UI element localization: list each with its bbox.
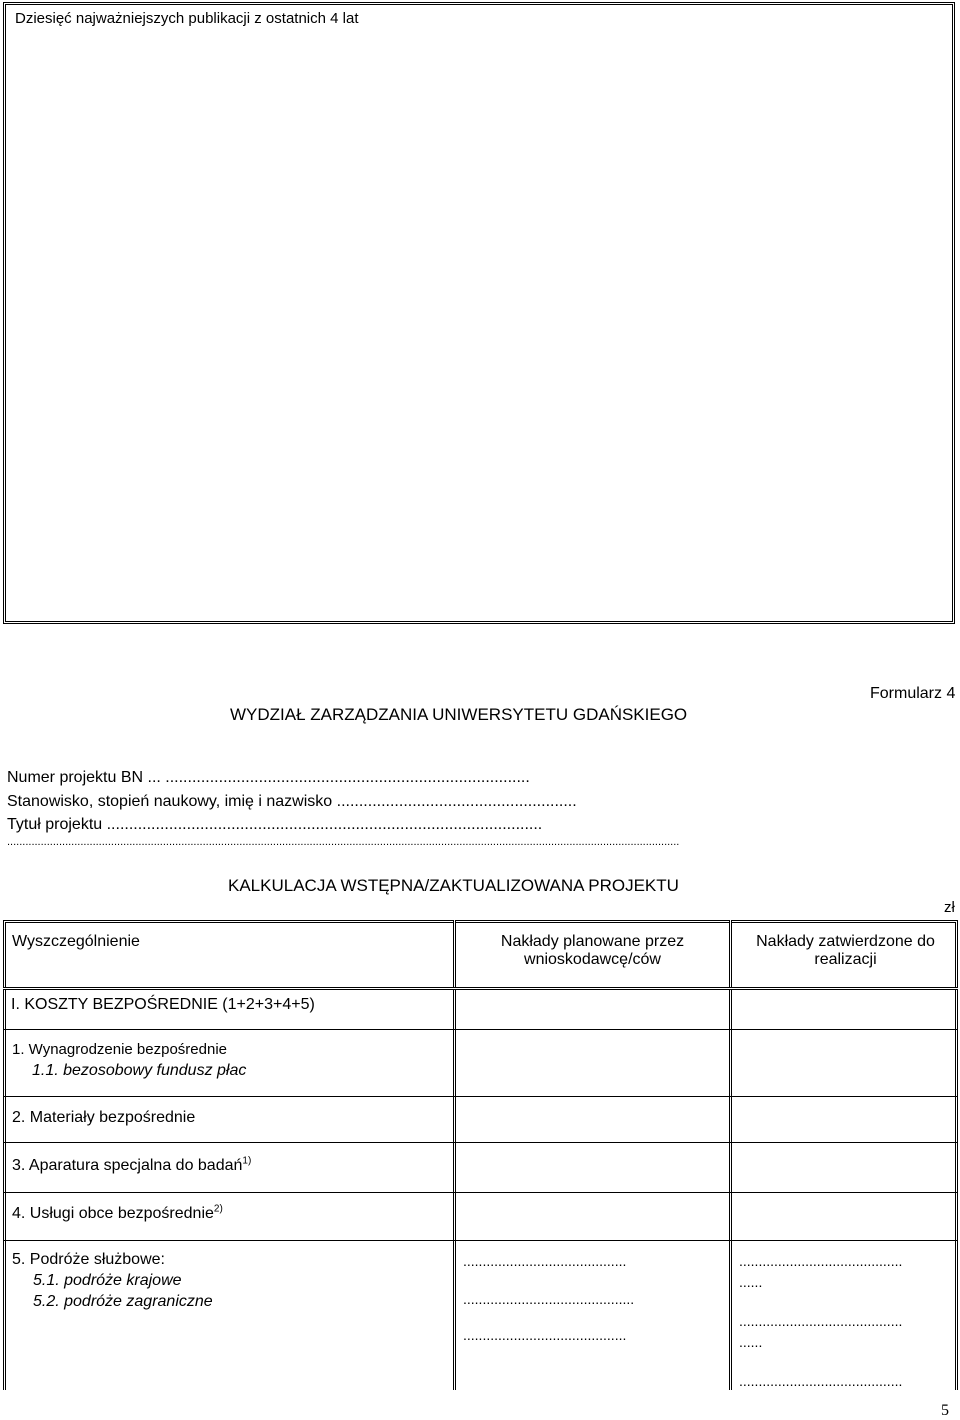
row-salary-sub: 1.1. bezosobowy fundusz płac bbox=[32, 1062, 247, 1079]
row-salary: 1. Wynagrodzenie bezpośrednie bbox=[12, 1041, 228, 1058]
row-divider bbox=[3, 1192, 958, 1193]
column-header-approved: Nakłady zatwierdzone do realizacji bbox=[756, 933, 935, 968]
planned-travel-dots-2: ............................................ bbox=[463, 1291, 635, 1307]
footnote-1: 1) bbox=[242, 1155, 252, 1167]
column-header-description: Wyszczególnienie bbox=[12, 933, 140, 950]
approved-travel-dots-1: .......................................... bbox=[739, 1253, 903, 1269]
currency-unit: zł bbox=[944, 899, 955, 916]
position-line: Stanowisko, stopień naukowy, imię i nazwisko ...................................................... bbox=[7, 793, 577, 810]
planned-travel-dots-1: .......................................... bbox=[463, 1253, 627, 1269]
approved-travel-dots-2: ...... bbox=[739, 1274, 763, 1290]
form-number: Formularz 4 bbox=[870, 685, 956, 702]
row-equipment-label: 3. Aparatura specjalna do badań bbox=[12, 1157, 243, 1174]
footnote-2: 2) bbox=[213, 1203, 223, 1215]
row-services-label: 4. Usługi obce bezpośrednie bbox=[12, 1205, 214, 1222]
row-divider bbox=[3, 1240, 958, 1241]
approved-travel-dots-5: .......................................... bbox=[739, 1373, 903, 1389]
column-divider-2 bbox=[729, 920, 732, 1390]
faculty-title: WYDZIAŁ ZARZĄDZANIA UNIWERSYTETU GDAŃSKIEGO bbox=[230, 705, 688, 724]
calculation-title: KALKULACJA WSTĘPNA/ZAKTUALIZOWANA PROJEKTU bbox=[228, 876, 679, 895]
row-materials: 2. Materiały bezpośrednie bbox=[12, 1109, 196, 1126]
publications-box-title: Dziesięć najważniejszych publikacji z ostatnich 4 lat bbox=[15, 10, 359, 27]
row-divider bbox=[3, 1142, 958, 1143]
row-divider bbox=[3, 1096, 958, 1097]
approved-travel-dots-3: .......................................... bbox=[739, 1313, 903, 1329]
header-divider bbox=[3, 987, 958, 990]
row-services bbox=[12, 1205, 223, 1223]
row-travel-foreign: 5.2. podróże zagraniczne bbox=[33, 1293, 213, 1310]
column-header-planned: Nakłady planowane przez wnioskodawcę/ców bbox=[500, 933, 685, 968]
row-travel: 5. Podróże służbowe: bbox=[12, 1251, 165, 1268]
planned-travel-dots-3: .......................................... bbox=[463, 1327, 627, 1343]
approved-travel-dots-4: ...... bbox=[739, 1334, 763, 1350]
project-number-line: Numer projektu BN ... .................................................................................. bbox=[7, 769, 530, 786]
publications-box bbox=[3, 2, 955, 624]
project-title-line-2: ............................................................................................................................................................................................................................ bbox=[7, 836, 680, 848]
row-divider bbox=[3, 1029, 958, 1030]
row-equipment bbox=[12, 1157, 251, 1175]
row-travel-domestic: 5.1. podróże krajowe bbox=[33, 1272, 182, 1289]
row-direct-costs: I. KOSZTY BEZPOŚREDNIE (1+2+3+4+5) bbox=[11, 996, 315, 1013]
column-divider-1 bbox=[453, 920, 456, 1390]
page-number: 5 bbox=[941, 1402, 949, 1419]
project-title-line: Tytuł projektu .................................................................................................. bbox=[7, 816, 543, 833]
